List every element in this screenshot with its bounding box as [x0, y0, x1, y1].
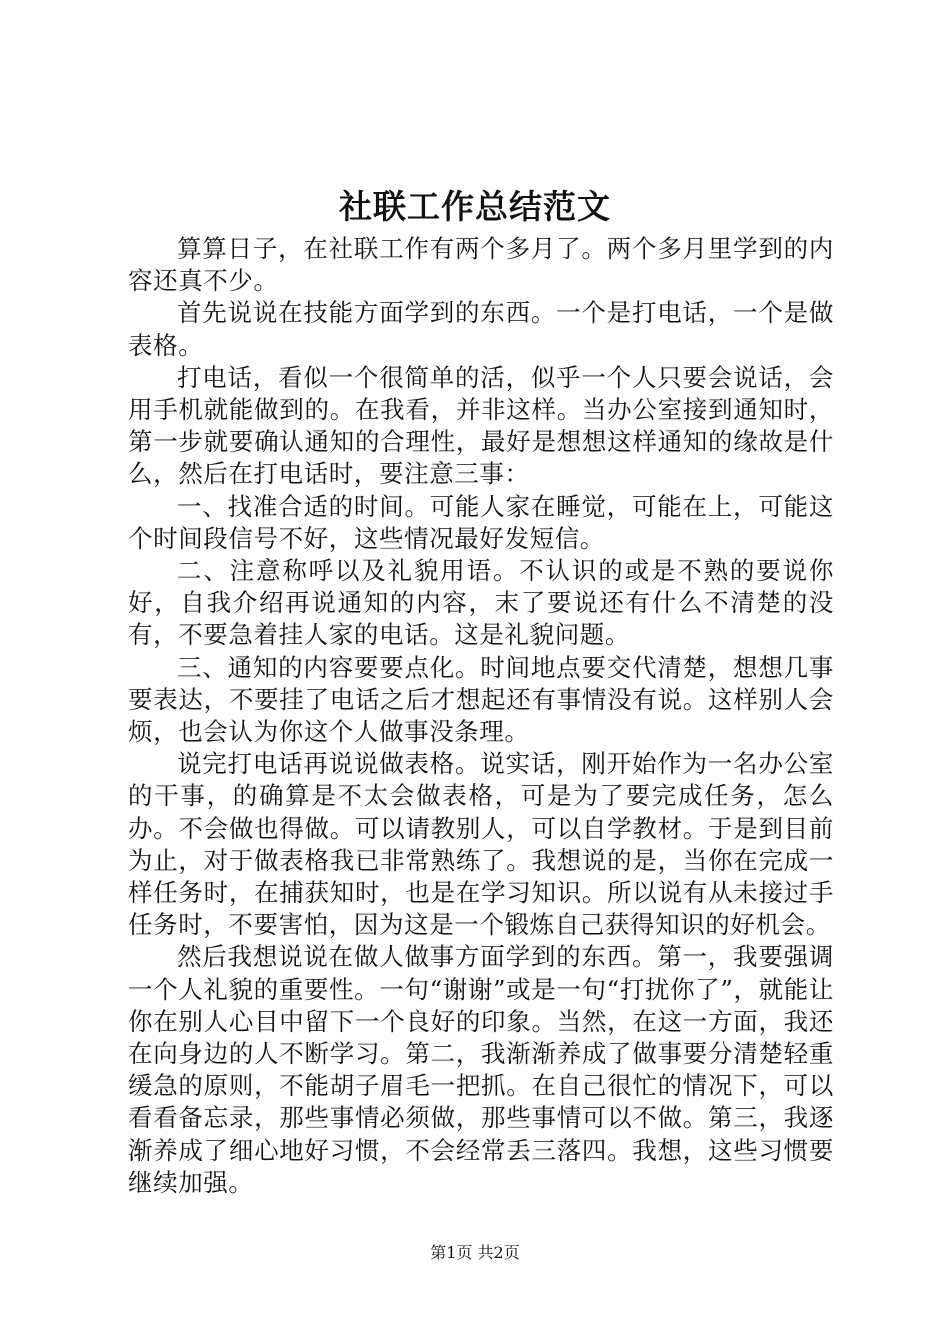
paragraph: 打电话，看似一个很简单的活，似乎一个人只要会说话，会用手机就能做到的。在我看，并非这样。当办公室接到通知时，第一步就要确认通知的合理性，最好是想想这样通知的缘故是什么，然后在打电话时，要注意三事：: [128, 362, 834, 489]
page-number-footer: 第1页 共2页: [430, 1243, 520, 1262]
paragraph: 然后我想说说在做人做事方面学到的东西。第一，我要强调一个人礼貌的重要性。一句“谢谢”或是一句“打扰你了”，就能让你在别人心目中留下一个良好的印象。当然，在这一方面，我还在向身边的人不断学习。第二，我渐渐养成了做事要分清楚轻重缓急的原则，不能胡子眉毛一把抓。在自己很忙的情况下，可以看看备忘录，那些事情必须做，那些事情可以不做。第三，我逐渐养成了细心地好习惯，不会经常丢三落四。我想，这些习惯要继续加强。: [128, 942, 834, 1197]
paragraph: 二、注意称呼以及礼貌用语。不认识的或是不熟的要说你好，自我介绍再说通知的内容，末了要说还有什么不清楚的没有，不要急着挂人家的电话。这是礼貌问题。: [128, 556, 834, 650]
paragraph: 说完打电话再说说做表格。说实话，刚开始作为一名办公室的干事，的确算是不太会做表格，可是为了要完成任务，怎么办。不会做也得做。可以请教别人，可以自学教材。于是到目前为止，对于做表格我已非常熟练了。我想说的是，当你在完成一样任务时，在捕获知时，也是在学习知识。所以说有从未接过手任务时，不要害怕，因为这是一个锻炼自己获得知识的好机会。: [128, 749, 834, 940]
paragraph: 三、通知的内容要要点化。时间地点要交代清楚，想想几事要表达，不要挂了电话之后才想起还有事情没有说。这样别人会烦，也会认为你这个人做事没条理。: [128, 652, 834, 747]
paragraph: 算算日子，在社联工作有两个多月了。两个多月里学到的内容还真不少。: [128, 234, 834, 296]
paragraph: 一、找准合适的时间。可能人家在睡觉，可能在上，可能这个时间段信号不好，这些情况最好发短信。: [128, 491, 834, 553]
document-title: 社联工作总结范文: [339, 187, 611, 226]
paragraph: 首先说说在技能方面学到的东西。一个是打电话，一个是做表格。: [128, 298, 834, 360]
document-body: [128, 233, 834, 1199]
